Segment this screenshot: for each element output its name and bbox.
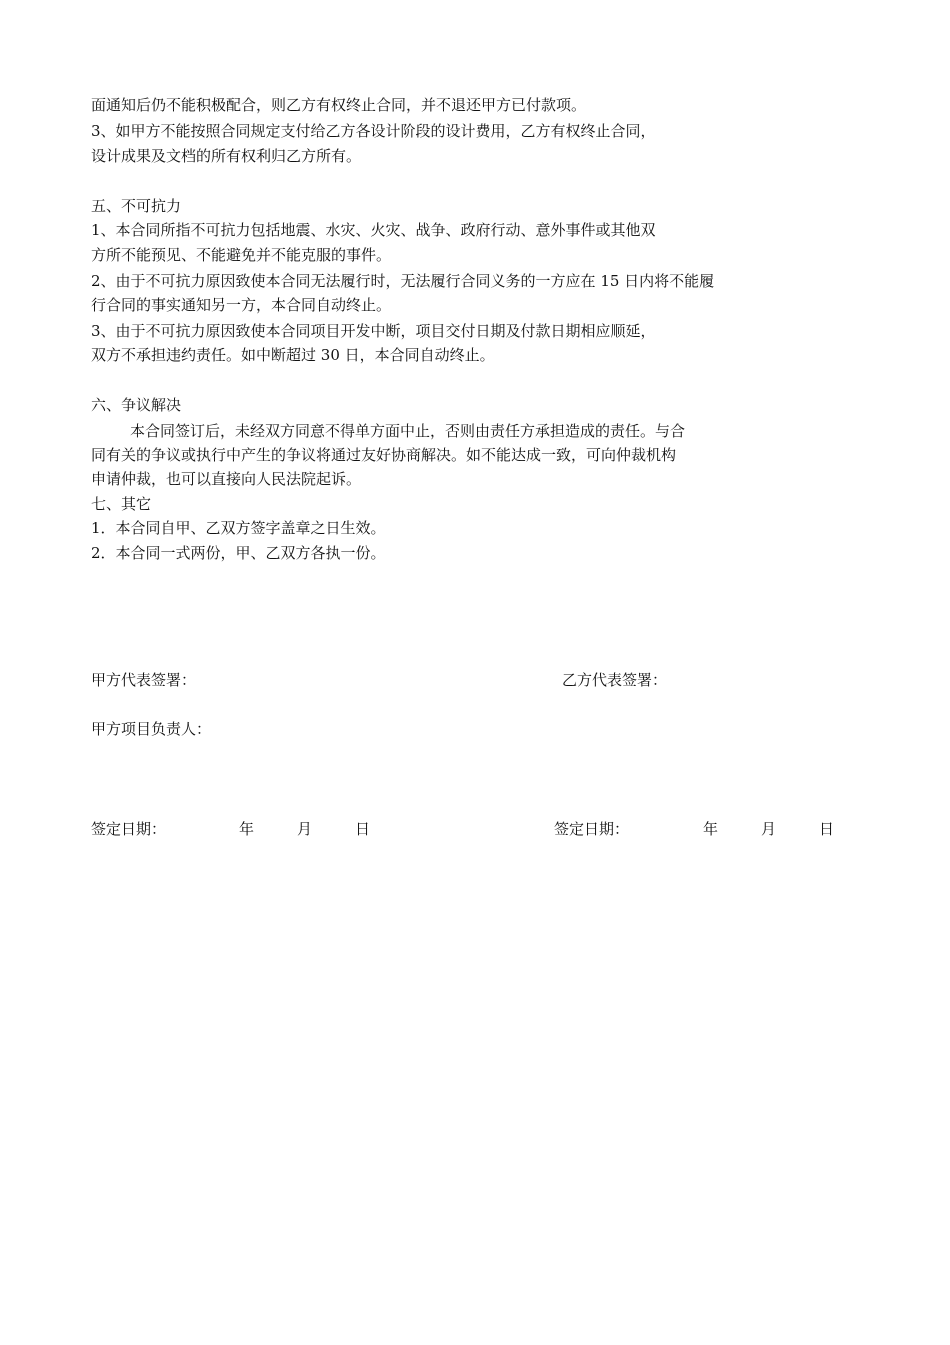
section4-continuation-line: 面通知后仍不能积极配合，则乙方有权终止合同，并不退还甲方已付款项。 <box>91 96 587 114</box>
section5-item2-line1: 2、由于不可抗力原因致使本合同无法履行时，无法履行合同义务的一方应在 15 日内将不能履 <box>91 272 715 290</box>
party-a-date-day: 日 <box>355 820 371 838</box>
party-a-representative-signature-label: 甲方代表签署： <box>91 671 197 689</box>
section7-heading: 七、其它 <box>91 495 152 513</box>
section6-paragraph-line1: 本合同签订后，未经双方同意不得单方面中止，否则由责任方承担造成的责任。与合 <box>130 422 686 440</box>
section7-item2: 2．本合同一式两份，甲、乙双方各执一份。 <box>91 544 386 562</box>
section6-paragraph-line2: 同有关的争议或执行中产生的争议将通过友好协商解决。如不能达成一致，可向仲裁机构 <box>91 446 677 464</box>
party-a-date-month: 月 <box>297 820 313 838</box>
party-a-date-year: 年 <box>239 820 255 838</box>
party-b-date-month: 月 <box>761 820 777 838</box>
section7-item1: 1．本合同自甲、乙双方签字盖章之日生效。 <box>91 519 386 537</box>
party-b-date-year: 年 <box>703 820 719 838</box>
party-b-signing-date-label: 签定日期： <box>554 820 630 838</box>
section5-item3-line2: 双方不承担违约责任。如中断超过 30 日，本合同自动终止。 <box>91 346 495 364</box>
section5-heading: 五、不可抗力 <box>91 197 182 215</box>
section6-heading: 六、争议解决 <box>91 396 182 414</box>
section5-item2-line2: 行合同的事实通知另一方，本合同自动终止。 <box>91 296 392 314</box>
party-a-signing-date-label: 签定日期： <box>91 820 167 838</box>
party-b-representative-signature-label: 乙方代表签署： <box>562 671 668 689</box>
section6-paragraph-line3: 申请仲裁，也可以直接向人民法院起诉。 <box>91 470 362 488</box>
section4-item3-line1: 3、如甲方不能按照合同规定支付给乙方各设计阶段的设计费用，乙方有权终止合同， <box>91 122 656 140</box>
section5-item1-line2: 方所不能预见、不能避免并不能克服的事件。 <box>91 246 392 264</box>
party-a-project-lead-label: 甲方项目负责人： <box>91 720 212 738</box>
section5-item3-line1: 3、由于不可抗力原因致使本合同项目开发中断，项目交付日期及付款日期相应顺延， <box>91 322 656 340</box>
party-b-date-day: 日 <box>819 820 835 838</box>
section4-item3-line2: 设计成果及文档的所有权利归乙方所有。 <box>91 147 362 165</box>
section5-item1-line1: 1、本合同所指不可抗力包括地震、水灾、火灾、战争、政府行动、意外事件或其他双 <box>91 221 656 239</box>
